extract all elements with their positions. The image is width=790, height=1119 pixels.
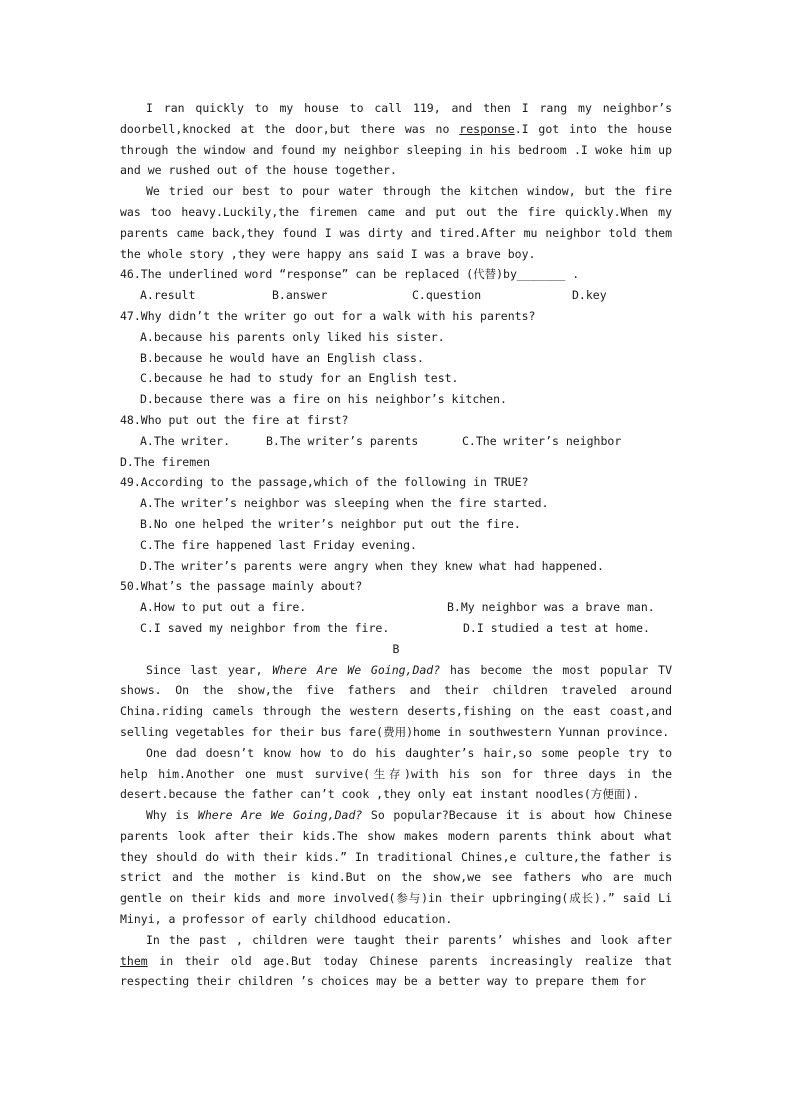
option-d: D.because there was a fire on his neighbor’s kitchen. bbox=[140, 392, 507, 407]
text-span: in their old age.But today Chinese parents increasingly realize that respecting their children ’s choices may be a better way to prepare them for bbox=[120, 953, 672, 989]
text-span: Since last year, bbox=[146, 662, 273, 677]
question-46-stem: 46.The underlined word “response” can be replaced (代替)by_______ . bbox=[120, 267, 580, 282]
question-46-options bbox=[140, 285, 672, 306]
option-c: C.The writer’s neighbor bbox=[462, 433, 622, 448]
passage-b-paragraph-2: One dad doesn’t know how to do his daughter’s hair,so some people try to help him.Another one must survive(生存)with his son for three days in the desert.because the father can’t cook ,they only eat instant noodles(方便面). bbox=[120, 745, 672, 802]
show-title: Where Are We Going,Dad? bbox=[197, 808, 363, 823]
show-title: Where Are We Going,Dad? bbox=[272, 662, 441, 677]
option-d: D.I studied a test at home. bbox=[463, 620, 650, 635]
text-span: Why is bbox=[146, 808, 198, 823]
option-c: C.question bbox=[412, 288, 482, 303]
passage-b-paragraph-3 bbox=[120, 805, 672, 930]
question-49-stem: 49.According to the passage,which of the following in TRUE? bbox=[120, 475, 529, 490]
passage-a-paragraph-2: We tried our best to pour water through the kitchen window, but the fire was too heavy.Luckily,the firemen came and put out the fire quickly.When my parents came back,they found I was dirty and tired.After mu neighbor told them the whole story ,they were happy ans said I was a brave boy. bbox=[120, 184, 672, 261]
text-span: I ran quickly to my house to call 119, and then I rang my neighbor’s doorbell,knocked at the door,but there was no bbox=[120, 101, 672, 136]
option-d: D.The writer’s parents were angry when they knew what had happened. bbox=[140, 558, 604, 573]
underlined-word-them: them bbox=[120, 953, 148, 968]
passage-b-paragraph-1 bbox=[120, 660, 672, 743]
question-50-options-row-2 bbox=[140, 618, 672, 639]
question-48-stem: 48.Who put out the fire at first? bbox=[120, 412, 349, 427]
option-a: A.The writer’s neighbor was sleeping when the fire started. bbox=[140, 496, 549, 511]
question-50-stem: 50.What’s the passage mainly about? bbox=[120, 579, 363, 594]
option-a: A.The writer. bbox=[140, 433, 231, 448]
option-a: A.because his parents only liked his sister. bbox=[140, 329, 445, 344]
option-b: B.answer bbox=[272, 288, 328, 303]
question-47-stem: 47.Why didn’t the writer go out for a walk with his parents? bbox=[120, 308, 536, 323]
option-a: A.result bbox=[140, 288, 196, 303]
text-span: .I got into the house through the window and found my neighbor sleeping in his bedroom .I woke him up and we rushed out of the house together. bbox=[120, 121, 672, 178]
option-b: B.My neighbor was a brave man. bbox=[447, 600, 655, 615]
option-b: B.No one helped the writer’s neighbor put out the fire. bbox=[140, 516, 521, 531]
question-48-options bbox=[140, 431, 672, 452]
option-c: C.I saved my neighbor from the fire. bbox=[140, 620, 390, 635]
option-b: B.because he would have an English class. bbox=[140, 350, 424, 365]
question-50-options-row-1 bbox=[140, 597, 672, 618]
underlined-word-response: response bbox=[459, 121, 515, 136]
document-page bbox=[120, 98, 672, 992]
option-b: B.The writer’s parents bbox=[266, 433, 419, 448]
option-c: C.The fire happened last Friday evening. bbox=[140, 537, 417, 552]
option-d: D.The firemen bbox=[120, 454, 211, 469]
option-d: D.key bbox=[572, 288, 607, 303]
text-span: has become the most popular TV shows. On the show,the five fathers and their children traveled around China.riding camels through the western deserts,fishing on the east coast,and selling vegetables for their bus fare(费用)home in southwestern Yunnan province. bbox=[120, 662, 673, 739]
text-span: In the past , children were taught their parents’ whishes and look after bbox=[146, 932, 672, 947]
option-c: C.because he had to study for an English test. bbox=[140, 371, 459, 386]
text-span: So popular?Because it is about how Chinese parents look after their kids.The show makes modern parents think about what they should do with their kids.” In traditional Chines,e culture,the father is strict and the mother is kind.But on the show,we see fathers who are much gentle on their kids and more involved(参与)in their upbringing(成长).” said Li Minyi, a professor of early childhood education. bbox=[120, 808, 673, 927]
passage-b-paragraph-4 bbox=[120, 930, 672, 992]
passage-a-paragraph-1 bbox=[120, 98, 672, 181]
option-a: A.How to put out a fire. bbox=[140, 600, 307, 615]
section-heading-b: B bbox=[392, 641, 400, 656]
